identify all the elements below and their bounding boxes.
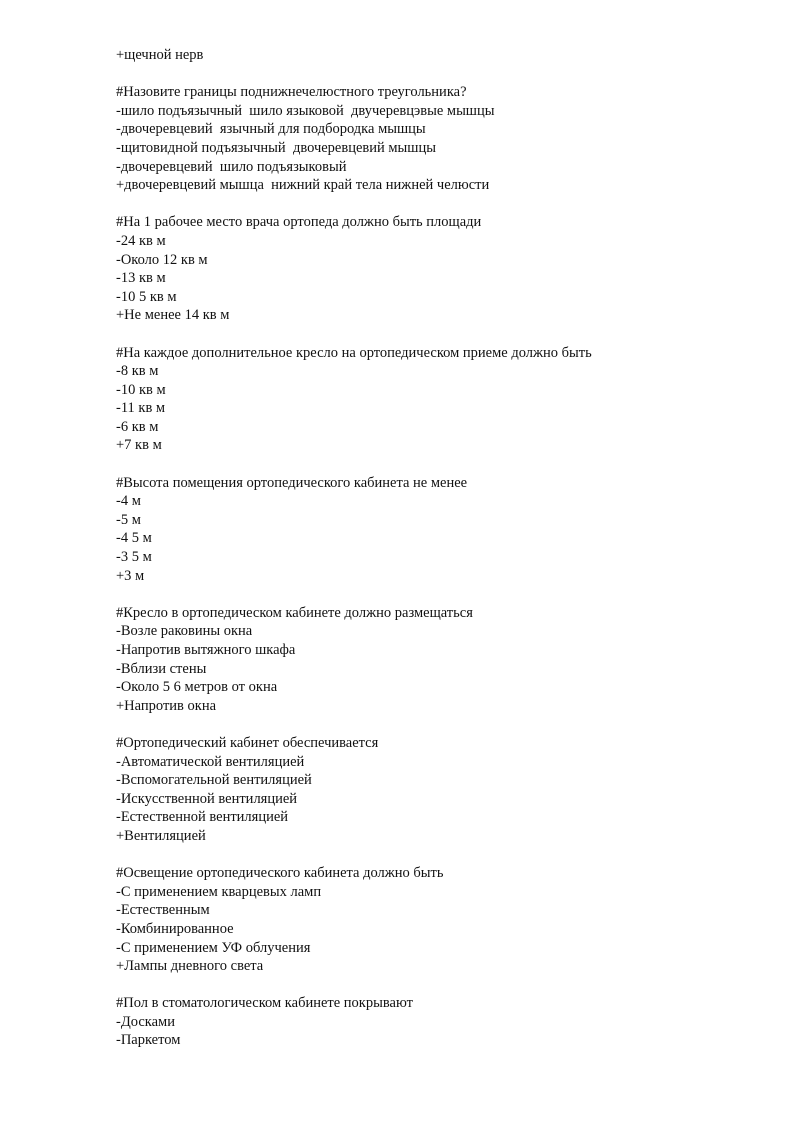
question-block (116, 83, 756, 195)
wrong-answer: -5 м (116, 511, 141, 528)
correct-answer: +двочеревцевий мышца нижний край тела нижней челюсти (116, 177, 490, 194)
wrong-answer: -Около 12 кв м (116, 251, 208, 268)
wrong-answer: -С применением УФ облучения (116, 939, 311, 956)
wrong-answer: -Комбинированное (116, 920, 234, 937)
wrong-answer: -Естественной вентиляцией (116, 809, 289, 826)
wrong-answer: -щитовидной подъязычный двочеревцевий мышцы (116, 139, 436, 156)
question-text: #Пол в стоматологическом кабинете покрывают (116, 995, 413, 1012)
wrong-answer: -двочеревцевий шило подъязыковый (116, 158, 347, 175)
wrong-answer: -Вблизи стены (116, 660, 207, 677)
wrong-answer: -10 5 кв м (116, 288, 177, 305)
question-text: #Назовите границы поднижнечелюстного треугольника? (116, 84, 467, 101)
question-block (116, 994, 756, 1050)
question-block (116, 474, 756, 586)
question-block (116, 864, 756, 976)
question-block (116, 604, 756, 716)
wrong-answer: -шило подъязычный шило языковой двучеревцэвые мышцы (116, 102, 495, 119)
wrong-answer: -Искусственной вентиляцией (116, 790, 298, 807)
wrong-answer: -8 кв м (116, 363, 159, 380)
wrong-answer: -3 5 м (116, 549, 152, 566)
wrong-answer: -Вспомогательной вентиляцией (116, 772, 312, 789)
question-text: #Ортопедический кабинет обеспечивается (116, 734, 379, 751)
question-block (116, 734, 756, 846)
wrong-answer: -10 кв м (116, 381, 166, 398)
question-text: #Кресло в ортопедическом кабинете должно размещаться (116, 604, 473, 621)
wrong-answer: -11 кв м (116, 400, 166, 417)
wrong-answer: -С применением кварцевых ламп (116, 883, 322, 900)
correct-answer: +щечной нерв (116, 47, 204, 63)
wrong-answer: -Около 5 6 метров от окна (116, 679, 278, 696)
answer-fragment-block (116, 46, 756, 65)
question-text: #На каждое дополнительное кресло на ортопедическом приеме должно быть (116, 344, 592, 361)
correct-answer: +Не менее 14 кв м (116, 307, 230, 324)
question-block (116, 344, 756, 456)
wrong-answer: -6 кв м (116, 418, 159, 435)
wrong-answer: -Автоматической вентиляцией (116, 753, 305, 770)
correct-answer: +7 кв м (116, 437, 162, 454)
document-body (116, 46, 756, 1050)
wrong-answer: -Возле раковины окна (116, 623, 253, 640)
wrong-answer: -Досками (116, 1013, 175, 1030)
wrong-answer: -13 кв м (116, 270, 166, 287)
wrong-answer: -24 кв м (116, 232, 166, 249)
question-block (116, 213, 756, 325)
question-text: #Освещение ортопедического кабинета должно быть (116, 865, 444, 882)
question-text: #На 1 рабочее место врача ортопеда должно быть площади (116, 214, 482, 231)
wrong-answer: -4 м (116, 493, 141, 510)
wrong-answer: -4 5 м (116, 530, 152, 547)
wrong-answer: -Паркетом (116, 1032, 181, 1049)
wrong-answer: -Естественным (116, 902, 210, 919)
correct-answer: +3 м (116, 567, 145, 584)
wrong-answer: -двочеревцевий язычный для подбородка мышцы (116, 121, 426, 138)
correct-answer: +Напротив окна (116, 697, 217, 714)
correct-answer: +Лампы дневного света (116, 958, 264, 975)
question-text: #Высота помещения ортопедического кабинета не менее (116, 474, 468, 491)
correct-answer: +Вентиляцией (116, 827, 206, 844)
wrong-answer: -Напротив вытяжного шкафа (116, 642, 296, 658)
